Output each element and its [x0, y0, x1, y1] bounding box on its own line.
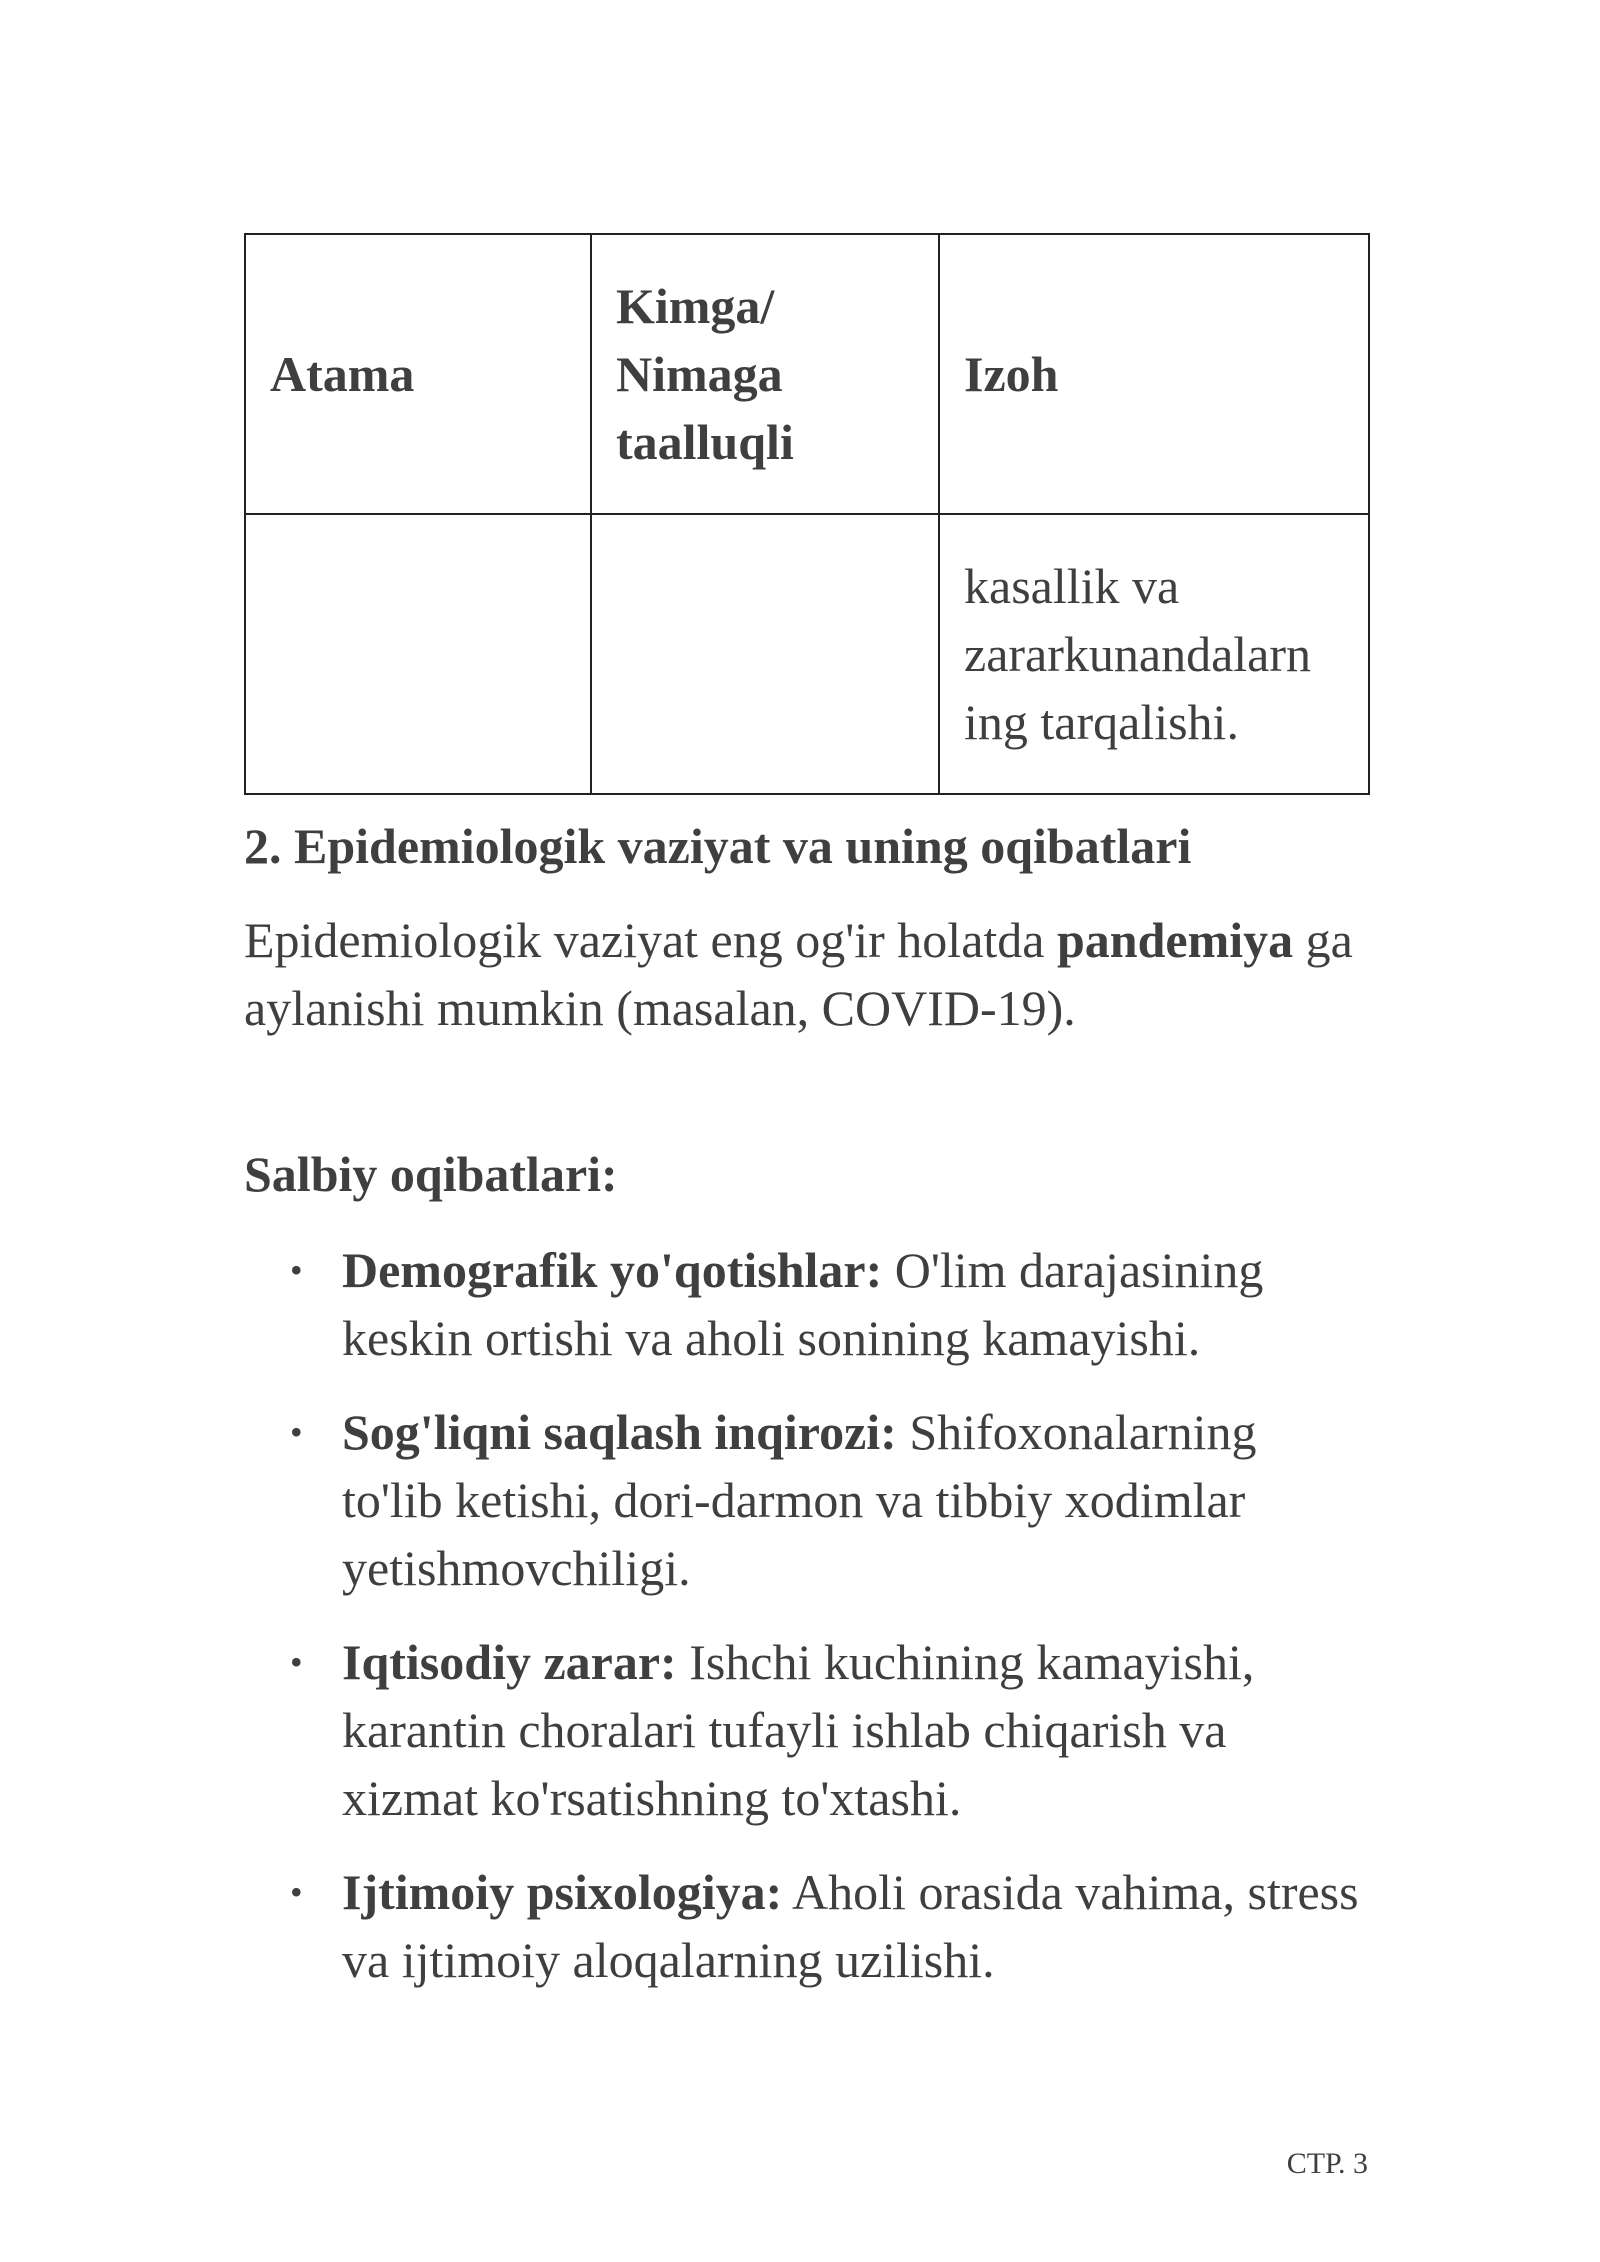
section-title: 2. Epidemiologik vaziyat va uning oqibatlari	[244, 818, 1192, 874]
list-item	[244, 1628, 1368, 1832]
list-item	[244, 1858, 1368, 1994]
bullet-icon: •	[290, 1250, 303, 1290]
list-item-term: Ijtimoiy psixologiya:	[342, 1864, 783, 1920]
intro-paragraph	[244, 906, 1368, 1042]
bullet-icon: •	[290, 1642, 303, 1682]
list-item-term: Demografik yo'qotishlar:	[342, 1242, 883, 1298]
table-header-cell: Kimga/ Nimaga taalluqli	[591, 234, 939, 514]
terms-table	[244, 233, 1370, 795]
paragraph-text: Epidemiologik vaziyat eng og'ir holatda	[244, 912, 1045, 968]
paragraph-bold-term: pandemiya	[1056, 912, 1294, 968]
table-cell	[245, 514, 591, 794]
table-header-cell: Atama	[245, 234, 591, 514]
list-item-text: Aholi orasida vahima, stress va ijtimoiy aloqalarning uzilishi.	[342, 1864, 1359, 1988]
list-item-text: O'lim darajasining keskin ortishi va aholi sonining kamayishi.	[342, 1242, 1264, 1366]
paragraph-text: ga aylanishi mumkin (masalan, COVID-19).	[244, 912, 1353, 1036]
table-cell	[591, 514, 939, 794]
page-number: СТР. 3	[1286, 2147, 1368, 2180]
bullet-icon: •	[290, 1412, 303, 1452]
table-header-cell: Izoh	[939, 234, 1369, 514]
list-item-text: Shifoxonalarning to'lib ketishi, dori-darmon va tibbiy xodimlar yetishmovchiligi.	[342, 1404, 1257, 1596]
consequences-heading: Salbiy oqibatlari:	[244, 1146, 618, 1202]
list-item	[244, 1398, 1368, 1602]
bullet-icon: •	[290, 1872, 303, 1912]
table-cell: kasallik va zararkunandalarn ing tarqalishi.	[939, 514, 1369, 794]
list-item-term: Sog'liqni saqlash inqirozi:	[342, 1404, 897, 1460]
list-item-term: Iqtisodiy zarar:	[342, 1634, 677, 1690]
list-item-text: Ishchi kuchining kamayishi, karantin choralari tufayli ishlab chiqarish va xizmat ko'rsatishning to'xtashi.	[342, 1634, 1255, 1826]
list-item	[244, 1236, 1368, 1372]
table-header-row	[245, 234, 1369, 514]
table-row	[245, 514, 1369, 794]
consequences-list	[244, 1236, 1368, 2020]
